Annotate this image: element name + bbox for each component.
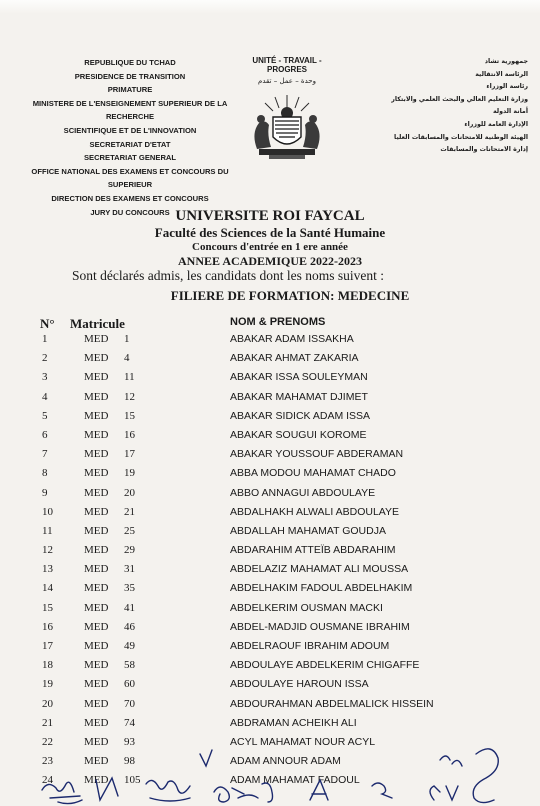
row-matricule-prefix: MED (84, 659, 109, 672)
row-name: ABBO ANNAGUI ABDOULAYE (230, 486, 376, 499)
row-matricule-number: 12 (124, 390, 135, 403)
row-matricule-number: 21 (124, 505, 135, 518)
row-name: ABDRAMAN ACHEIKH ALI (230, 716, 357, 729)
table-row (0, 559, 540, 578)
header-left-line: SECRETARIAT GENERAL (83, 153, 177, 163)
table-row (0, 598, 540, 617)
header-left-line: MINISTERE DE L'ENSEIGNEMENT SUPERIEUR DE LA RECHERCHE (32, 98, 228, 122)
concours-label: Concours d'entrée en 1 ere année (192, 241, 348, 253)
row-name: ABDOULAYE HAROUN ISSA (230, 678, 369, 691)
header-right-block-arabic (388, 56, 528, 157)
header-left-line: PRESIDENCE DE TRANSITION (74, 71, 186, 81)
row-matricule-number: 15 (124, 409, 135, 422)
header-left-line: SCIENTIFIQUE ET DE L'INNOVATION (63, 125, 197, 135)
header-left-line: REPUBLIQUE DU TCHAD (84, 58, 176, 67)
row-matricule-prefix: MED (84, 524, 109, 537)
table-row (0, 502, 540, 521)
row-number: 24 (42, 774, 53, 787)
row-matricule-number: 35 (124, 582, 135, 595)
header-right-line: الرئاسة الانتقالية (475, 70, 528, 78)
column-header-number: N° (40, 316, 55, 331)
row-name: ABAKAR AHMAT ZAKARIA (230, 352, 359, 365)
table-row (0, 348, 540, 367)
table-row (0, 406, 540, 425)
row-number: 15 (42, 601, 53, 614)
header-left-block (30, 56, 230, 219)
row-matricule-number: 49 (124, 640, 135, 652)
table-row (0, 655, 540, 674)
row-number: 1 (42, 333, 48, 345)
handwritten-signatures (0, 740, 540, 806)
header-left-line: DIRECTION DES EXAMENS ET CONCOURS (51, 193, 209, 203)
row-number: 17 (42, 640, 53, 652)
row-number: 3 (42, 371, 48, 384)
header-left-line: PRIMATURE (107, 85, 153, 95)
row-name: ABDOULAYE ABDELKERIM CHIGAFFE (230, 659, 420, 672)
university-name: UNIVERSITE ROI FAYCAL (175, 208, 365, 224)
row-name: ABDEL-MADJID OUSMANE IBRAHIM (230, 620, 410, 633)
row-matricule-prefix: MED (84, 755, 109, 768)
header-left-line: JURY DU CONCOURS (90, 207, 170, 217)
row-name: ABAKAR SOUGUI KOROME (230, 428, 367, 441)
admitted-list (0, 329, 540, 790)
row-name: ADAM MAHAMAT FADOUL (230, 774, 360, 787)
row-matricule-number: 60 (124, 678, 135, 691)
table-row (0, 463, 540, 482)
row-matricule-prefix: MED (84, 467, 109, 480)
row-matricule-prefix: MED (84, 601, 109, 614)
row-matricule-prefix: MED (84, 371, 109, 384)
row-name: ABDELHAKIM FADOUL ABDELHAKIM (230, 582, 413, 595)
row-number: 22 (42, 735, 53, 748)
row-matricule-prefix: MED (84, 735, 109, 748)
row-number: 6 (42, 428, 48, 441)
row-name: ABDELAZIZ MAHAMAT ALI MOUSSA (230, 563, 409, 576)
row-number: 23 (42, 755, 53, 768)
row-matricule-number: 58 (124, 659, 135, 672)
row-matricule-prefix: MED (84, 544, 109, 557)
table-row (0, 578, 540, 597)
row-matricule-number: 70 (124, 697, 135, 710)
row-matricule-prefix: MED (84, 582, 109, 595)
row-matricule-prefix: MED (84, 620, 109, 633)
table-row (0, 694, 540, 713)
row-number: 4 (42, 390, 48, 403)
row-matricule-prefix: MED (84, 486, 109, 499)
row-number: 5 (42, 409, 48, 422)
header-left-line: SECRETARIAT D'ETAT (89, 139, 171, 149)
row-name: ABDOURAHMAN ABDELMALICK HISSEIN (230, 697, 434, 710)
page-top-band (0, 0, 540, 14)
header-right-line: رئاسة الوزراء (486, 83, 528, 91)
table-row (0, 425, 540, 444)
row-number: 18 (42, 659, 53, 672)
row-matricule-prefix: MED (84, 640, 109, 652)
row-name: ABDALHAKH ALWALI ABDOULAYE (230, 505, 400, 518)
row-matricule-number: 25 (124, 524, 135, 537)
row-name: ACYL MAHAMAT NOUR ACYL (230, 735, 376, 748)
row-number: 21 (42, 716, 53, 729)
table-row (0, 674, 540, 693)
header-right-line: وزارة التعليم العالي والبحث العلمي والابتكار (391, 95, 528, 103)
row-matricule-prefix: MED (84, 390, 109, 403)
intro-sentence: Sont déclarés admis, les candidats dont les noms suivent : (72, 268, 384, 283)
row-matricule-number: 46 (124, 620, 135, 633)
table-row (0, 367, 540, 386)
coat-of-arms-icon (235, 89, 339, 161)
filiere-title: FILIERE DE FORMATION: MEDECINE (170, 288, 410, 303)
row-name: ADAM ANNOUR ADAM (230, 755, 341, 768)
header-left-line: OFFICE NATIONAL DES EXAMENS ET CONCOURS DU SUPERIEUR (31, 166, 229, 190)
row-matricule-prefix: MED (84, 409, 109, 422)
table-row (0, 329, 540, 348)
row-matricule-number: 20 (124, 486, 135, 499)
row-matricule-prefix: MED (84, 448, 109, 461)
row-matricule-prefix: MED (84, 428, 109, 441)
row-matricule-number: 4 (124, 352, 130, 365)
row-matricule-prefix: MED (84, 563, 109, 576)
row-name: ABAKAR ISSA SOULEYMAN (230, 371, 368, 384)
row-matricule-number: 74 (124, 716, 135, 729)
row-matricule-prefix: MED (84, 352, 109, 365)
row-number: 8 (42, 467, 48, 480)
table-row (0, 617, 540, 636)
row-matricule-prefix: MED (84, 697, 109, 710)
row-name: ABBA MODOU MAHAMAT CHADO (230, 467, 396, 480)
row-name: ABAKAR ADAM ISSAKHA (230, 333, 354, 345)
header-center-block (232, 56, 342, 161)
row-matricule-number: 11 (124, 371, 135, 384)
row-matricule-number: 1 (124, 333, 130, 345)
faculty-name: Faculté des Sciences de la Santé Humaine (154, 225, 386, 240)
row-number: 7 (42, 448, 48, 461)
table-row (0, 444, 540, 463)
row-matricule-number: 31 (124, 563, 135, 576)
row-name: ABAKAR YOUSSOUF ABDERAMAN (230, 448, 404, 461)
table-row (0, 387, 540, 406)
row-number: 20 (42, 697, 53, 710)
row-matricule-prefix: MED (84, 774, 109, 787)
row-matricule-number: 16 (124, 428, 135, 441)
row-name: ABDARAHIM ATTEÏB ABDARAHIM (230, 544, 396, 557)
row-number: 16 (42, 620, 53, 633)
row-number: 10 (42, 505, 53, 518)
row-matricule-number: 98 (124, 755, 135, 768)
header-right-line: أمانة الدولة (492, 108, 528, 116)
row-matricule-number: 105 (124, 774, 141, 787)
title-block (0, 208, 540, 269)
row-matricule-prefix: MED (84, 333, 109, 345)
row-number: 14 (42, 582, 53, 595)
row-number: 13 (42, 563, 53, 576)
row-name: ABDELRAOUF IBRAHIM ADOUM (230, 640, 390, 652)
row-matricule-prefix: MED (84, 678, 109, 691)
table-row (0, 521, 540, 540)
academic-year: ANNEE ACADEMIQUE 2022-2023 (177, 254, 362, 268)
column-header-matricule: Matricule (70, 316, 125, 331)
row-matricule-number: 29 (124, 544, 135, 557)
row-number: 19 (42, 678, 53, 691)
row-matricule-number: 19 (124, 467, 135, 480)
row-number: 2 (42, 352, 48, 365)
header-right-line: الإدارة العامة للوزراء (464, 120, 528, 128)
row-name: ABDELKERIM OUSMAN MACKI (230, 601, 383, 614)
header-right-line: جمهورية تشاد (484, 58, 528, 65)
row-matricule-prefix: MED (84, 505, 109, 518)
row-matricule-number: 17 (124, 448, 135, 461)
header-right-line: إدارة الامتحانات والمسابقات (440, 146, 528, 154)
national-motto-arabic: وحدة – عمل – تقدم (258, 77, 316, 85)
table-row (0, 483, 540, 502)
row-name: ABAKAR SIDICK ADAM ISSA (230, 409, 371, 422)
row-matricule-prefix: MED (84, 716, 109, 729)
header-right-line: الهيئة الوطنية للامتحانات والمسابقات العليا (394, 133, 528, 141)
column-header-name: NOM & PRENOMS (230, 316, 326, 328)
row-number: 9 (42, 486, 48, 499)
row-name: ABAKAR MAHAMAT DJIMET (230, 390, 368, 403)
table-row (0, 636, 540, 655)
row-matricule-number: 41 (124, 601, 135, 614)
row-number: 11 (42, 524, 53, 537)
row-name: ABDALLAH MAHAMAT GOUDJA (230, 524, 386, 537)
row-matricule-number: 93 (124, 735, 135, 748)
national-motto: UNITÉ - TRAVAIL - PROGRES (252, 56, 322, 74)
table-row (0, 540, 540, 559)
table-row (0, 713, 540, 732)
row-number: 12 (42, 544, 53, 557)
